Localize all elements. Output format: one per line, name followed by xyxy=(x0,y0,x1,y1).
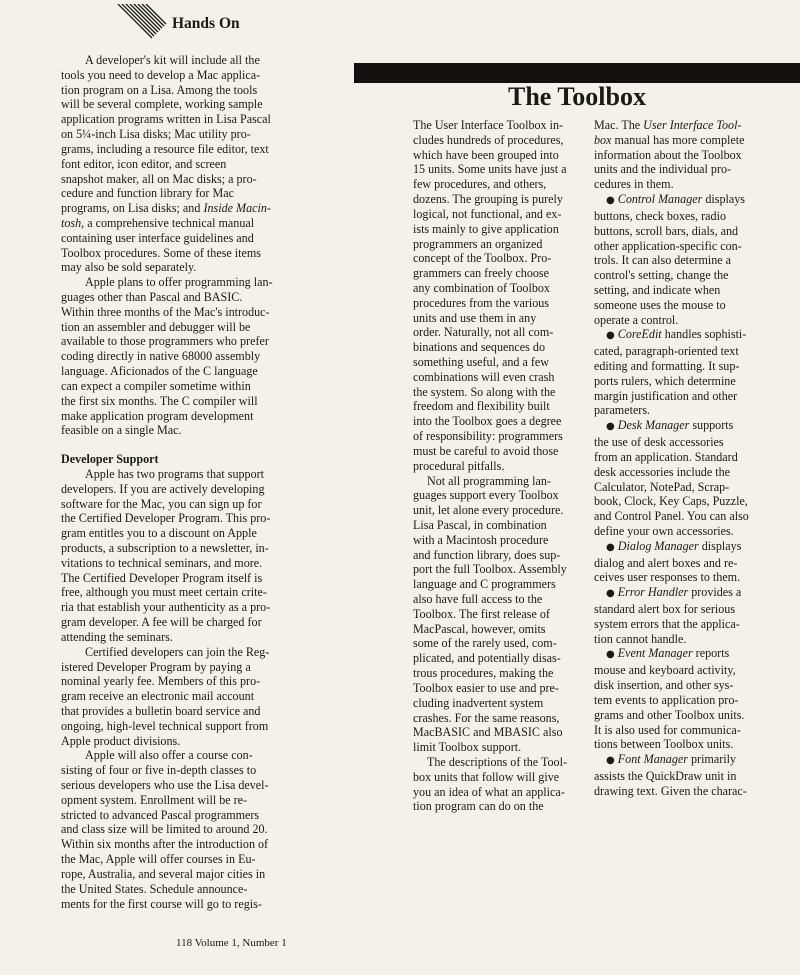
text-line: ments for the first course will go to regis- xyxy=(61,896,262,911)
text-line xyxy=(594,133,784,148)
section-name: Hands On xyxy=(172,15,240,32)
text-line xyxy=(61,216,291,231)
unit-name: Event Manager xyxy=(617,646,693,661)
text-line: limit Toolbox support. xyxy=(413,740,522,755)
bullet-icon: ● xyxy=(606,541,615,553)
manual-title: box xyxy=(594,132,612,147)
bullet-icon: ● xyxy=(606,649,615,661)
text-line: few procedures, and others, xyxy=(413,177,547,192)
page-folio: 118 Volume 1, Number 1 xyxy=(176,937,287,949)
text-line: vitations to technical seminars, and more. xyxy=(61,555,263,570)
text-run: primarily xyxy=(687,752,736,767)
text-line: standard alert box for serious xyxy=(594,602,736,616)
bullet-icon: ● xyxy=(606,195,615,207)
text-line: must be careful to avoid those xyxy=(413,443,559,458)
text-line: font editor, icon editor, and screen xyxy=(61,156,227,171)
text-line: opment system. Enrollment will be re- xyxy=(61,792,248,807)
text-line: nominal yearly fee. Members of this pro- xyxy=(61,674,261,689)
text-line: cated, paragraph-oriented text xyxy=(594,344,739,359)
text-line: define your own accessories. xyxy=(594,523,734,538)
text-line: tion cannot handle. xyxy=(594,631,687,646)
text-line: control's setting, change the xyxy=(594,268,729,283)
paragraph-registered-program xyxy=(61,645,291,749)
text-line: trols. It can also determine a xyxy=(594,253,732,268)
text-line: buttons, scroll bars, dials, and xyxy=(594,223,739,238)
text-line: Lisa Pascal, in combination xyxy=(413,517,547,532)
text-line: editing and formatting. It sup- xyxy=(594,359,740,373)
text-line: ria that establish your authenticity as a pro- xyxy=(61,600,271,615)
text-line: that provides a bulletin board service and xyxy=(61,703,261,718)
text-line: parameters. xyxy=(594,403,651,418)
hatch-mark-icon xyxy=(116,4,168,40)
text-line: language and C programmers xyxy=(413,577,556,592)
toolbox-column-left xyxy=(413,118,581,814)
text-run: Mac. The xyxy=(594,118,641,132)
text-line: order. Naturally, not all com- xyxy=(413,325,554,340)
text-line: concept of the Toolbox. Pro- xyxy=(413,251,552,266)
text-line: logical, not functional, and ex- xyxy=(413,206,562,221)
text-line: free, although you must meet certain crite- xyxy=(61,585,267,600)
text-line: book, Clock, Key Caps, Puzzle, xyxy=(594,494,748,509)
text-line: dozens. The grouping is purely xyxy=(413,192,563,207)
unit-item xyxy=(594,418,784,539)
text-line: disk insertion, and other sys- xyxy=(594,678,734,693)
text-line: also have full access to the xyxy=(413,592,543,606)
text-line: drawing text. Given the charac- xyxy=(594,783,747,798)
text-line: crashes. For the same reasons, xyxy=(413,710,560,725)
text-line: tions between Toolbox units. xyxy=(594,737,734,752)
text-line: units and use them in any xyxy=(413,310,537,325)
text-line: information about the Toolbox xyxy=(594,147,742,162)
text-line: from an application. Standard xyxy=(594,449,738,464)
text-line: The descriptions of the Tool- xyxy=(427,754,567,769)
text-line: , a comprehensive technical manual xyxy=(81,215,255,230)
text-line: make application program development xyxy=(61,408,254,423)
text-line: mouse and keyboard activity, xyxy=(594,663,736,678)
text-line: you an idea of what an applica- xyxy=(413,784,565,799)
text-line: ists mainly to give application xyxy=(413,221,559,236)
text-line: into the Toolbox goes a degree xyxy=(413,414,562,429)
text-line: available to those programmers who prefer xyxy=(61,334,269,349)
text-line: box units that follow will give xyxy=(413,769,560,784)
text-line: operate a control. xyxy=(594,312,679,327)
unit-item xyxy=(594,539,784,585)
text-line: the Certified Developer Program. This pro- xyxy=(61,511,271,526)
text-line: combinations will even crash xyxy=(413,369,555,384)
paragraph-language-support xyxy=(413,474,581,755)
bullet-icon: ● xyxy=(606,421,615,433)
text-line: the system. So along with the xyxy=(413,384,556,399)
text-line: application programs written in Lisa Pascal xyxy=(61,112,271,127)
bullet-icon: ● xyxy=(606,588,615,600)
unit-item-lead xyxy=(594,418,784,435)
text-line: and Control Panel. You can also xyxy=(594,509,749,524)
paragraph-developer-kit xyxy=(61,53,291,275)
unit-item xyxy=(594,752,784,798)
toolbox-column-right xyxy=(594,118,784,799)
text-line: tion an assembler and debugger will be xyxy=(61,319,251,334)
unit-item xyxy=(594,192,784,327)
text-line: istered Developer Program by paying a xyxy=(61,659,251,674)
text-line: A developer's kit will include all the xyxy=(85,53,260,67)
text-line: cedure and function library for Mac xyxy=(61,186,234,201)
text-line: Toolbox. The first release of xyxy=(413,606,550,621)
unit-name: Font Manager xyxy=(617,752,688,767)
book-title: tosh xyxy=(61,215,82,230)
text-line: binations and sequences do xyxy=(413,340,545,355)
text-line: can expect a compiler sometime within xyxy=(61,378,251,393)
unit-item-lead xyxy=(594,585,784,602)
text-run: provides a xyxy=(688,585,742,600)
text-line: system errors that the applica- xyxy=(594,616,740,631)
text-line: Within three months of the Mac's introduc- xyxy=(61,304,270,319)
text-line: The User Interface Toolbox in- xyxy=(413,118,564,132)
text-line: grams and other Toolbox units. xyxy=(594,707,745,722)
text-line: containing user interface guidelines and xyxy=(61,230,254,245)
text-line: grammers can freely choose xyxy=(413,266,549,281)
text-line: gram receive an electronic mail account xyxy=(61,689,255,704)
text-line: other application-specific con- xyxy=(594,238,742,253)
book-title: Inside Macin- xyxy=(203,201,271,216)
text-line: cluding inadvertent system xyxy=(413,695,544,710)
text-line: MacPascal, however, omits xyxy=(413,621,546,636)
sidebar-column xyxy=(61,53,291,911)
text-line: will be several complete, working sample xyxy=(61,97,263,112)
text-line: software for the Mac, you can sign up for xyxy=(61,496,262,511)
text-line: gram entitles you to a discount on Apple xyxy=(61,526,257,541)
text-line: assists the QuickDraw unit in xyxy=(594,768,737,783)
unit-item-lead xyxy=(594,192,784,209)
unit-item-lead xyxy=(594,327,784,344)
text-run: displays xyxy=(702,192,745,207)
text-line: Apple plans to offer programming lan- xyxy=(85,275,273,290)
text-line: Toolbox procedures. Some of these items xyxy=(61,245,262,260)
text-line: guages other than Pascal and BASIC. xyxy=(61,290,243,304)
text-line: and function library, does sup- xyxy=(413,547,561,562)
text-line: programmers an organized xyxy=(413,236,543,251)
paragraph-course xyxy=(61,748,291,911)
unit-name: Error Handler xyxy=(617,585,689,600)
text-line: snapshot maker, all on Mac disks; a pro- xyxy=(61,171,257,186)
text-line: Within six months after the introduction of xyxy=(61,837,269,852)
text-line: tion program can do on the xyxy=(413,799,544,814)
paragraph-manual-note xyxy=(594,118,784,192)
text-line: with a Macintosh procedure xyxy=(413,532,549,547)
text-line: procedures from the various xyxy=(413,295,550,310)
bullet-icon: ● xyxy=(606,330,615,342)
text-line: someone uses the mouse to xyxy=(594,297,726,312)
text-line: the United States. Schedule announce- xyxy=(61,881,248,896)
text-line: plicated, and potentially disas- xyxy=(413,651,561,666)
text-line: trous procedures, making the xyxy=(413,666,554,681)
unit-list xyxy=(594,192,784,799)
text-line: Certified developers can join the Reg- xyxy=(85,644,270,659)
text-line: Apple will also offer a course con- xyxy=(85,748,253,763)
unit-item xyxy=(594,646,784,752)
text-line xyxy=(594,118,784,133)
text-line: serious developers who use the Lisa devel- xyxy=(61,778,269,792)
text-line: on 5¼-inch Lisa disks; Mac utility pro- xyxy=(61,127,251,142)
title-rule-bar xyxy=(354,63,800,83)
text-line: desk accessories include the xyxy=(594,464,731,479)
text-run: supports xyxy=(689,418,734,433)
text-run: handles sophisti- xyxy=(661,327,747,342)
unit-item xyxy=(594,327,784,418)
unit-name: Control Manager xyxy=(617,192,703,207)
text-line: tools you need to develop a Mac applica- xyxy=(61,67,261,82)
text-line: Apple has two programs that support xyxy=(85,466,265,481)
text-line: ongoing, high-level technical support from xyxy=(61,718,269,733)
text-line: ceives user responses to them. xyxy=(594,570,741,585)
text-line: grams, including a resource file editor, text xyxy=(61,141,269,156)
text-line: setting, and indicate when xyxy=(594,282,721,297)
text-line: dialog and alert boxes and re- xyxy=(594,555,738,570)
text-line: and class size will be limited to around 20. xyxy=(61,822,268,837)
text-line: 15 units. Some units have just a xyxy=(413,162,567,177)
text-line: language. Aficionados of the C language xyxy=(61,364,258,379)
text-line: Calculator, NotePad, Scrap- xyxy=(594,479,730,494)
text-line: the use of desk accessories xyxy=(594,435,724,450)
text-line: buttons, check boxes, radio xyxy=(594,208,726,223)
paragraph-toolbox-intro xyxy=(413,118,581,474)
text-line: of responsibility: programmers xyxy=(413,429,563,444)
text-line: ports rulers, which determine xyxy=(594,373,736,388)
bullet-icon: ● xyxy=(606,755,615,767)
paragraph-descriptions xyxy=(413,755,581,814)
paragraph-languages xyxy=(61,275,291,438)
text-line: the first six months. The C compiler will xyxy=(61,393,258,408)
text-line: developers. If you are actively developing xyxy=(61,481,265,496)
unit-item-lead xyxy=(594,646,784,663)
unit-item xyxy=(594,585,784,646)
unit-name: CoreEdit xyxy=(617,327,662,342)
text-line: The Certified Developer Program itself is xyxy=(61,570,263,585)
text-line: attending the seminars. xyxy=(61,629,173,644)
unit-name: Dialog Manager xyxy=(617,538,699,553)
text-line: cludes hundreds of procedures, xyxy=(413,132,564,147)
article-title: The Toolbox xyxy=(507,82,646,111)
text-line: It is also used for communica- xyxy=(594,722,741,737)
text-line: some of the rarely used, com- xyxy=(413,636,557,651)
text-line: something useful, and a few xyxy=(413,355,550,369)
text-line: the Mac, Apple will offer courses in Eu- xyxy=(61,852,256,867)
text-line: guages support every Toolbox xyxy=(413,488,559,503)
unit-item-lead xyxy=(594,752,784,769)
text-line: feasible on a single Mac. xyxy=(61,423,182,438)
text-line: sisting of four or five in-depth classes to xyxy=(61,763,257,778)
text-line: rope, Australia, and several major cities in xyxy=(61,866,266,881)
text-line: unit, let alone every procedure. xyxy=(413,503,564,518)
text-line: stricted to advanced Pascal programmers xyxy=(61,807,260,822)
text-line: tion program on a Lisa. Among the tools xyxy=(61,82,258,97)
text-line: MacBASIC and MBASIC also xyxy=(413,725,563,740)
text-line: port the full Toolbox. Assembly xyxy=(413,562,567,577)
text-line: tem events to application pro- xyxy=(594,692,739,707)
text-run: reports xyxy=(692,646,730,661)
text-run: manual has more complete xyxy=(611,132,745,147)
text-line: any combination of Toolbox xyxy=(413,280,550,295)
text-line: units and the individual pro- xyxy=(594,162,732,177)
paragraph-developer-programs xyxy=(61,467,291,645)
text-line: Toolbox easier to use and pre- xyxy=(413,680,559,695)
text-line: which have been grouped into xyxy=(413,147,559,162)
text-line: products, a subscription to a newsletter, in- xyxy=(61,541,269,555)
text-line: cedures in them. xyxy=(594,177,674,192)
subhead-developer-support: Developer Support xyxy=(61,452,159,467)
text-line: programs, on Lisa disks; and Inside Macin- xyxy=(61,201,271,216)
text-line: coding directly in native 68000 assembly xyxy=(61,349,261,364)
text-line: may also be sold separately. xyxy=(61,260,197,275)
text-line: gram developer. A fee will be charged for xyxy=(61,615,262,630)
unit-item-lead xyxy=(594,539,784,556)
text-line: margin justification and other xyxy=(594,388,738,403)
text-line: freedom and flexibility built xyxy=(413,399,550,414)
unit-name: Desk Manager xyxy=(617,418,690,433)
manual-title: User Interface Tool- xyxy=(643,118,742,132)
text-line: Not all programming lan- xyxy=(427,473,551,488)
text-run: displays xyxy=(698,538,742,553)
text-line: Apple product divisions. xyxy=(61,733,181,748)
text-line: procedural pitfalls. xyxy=(413,458,505,473)
